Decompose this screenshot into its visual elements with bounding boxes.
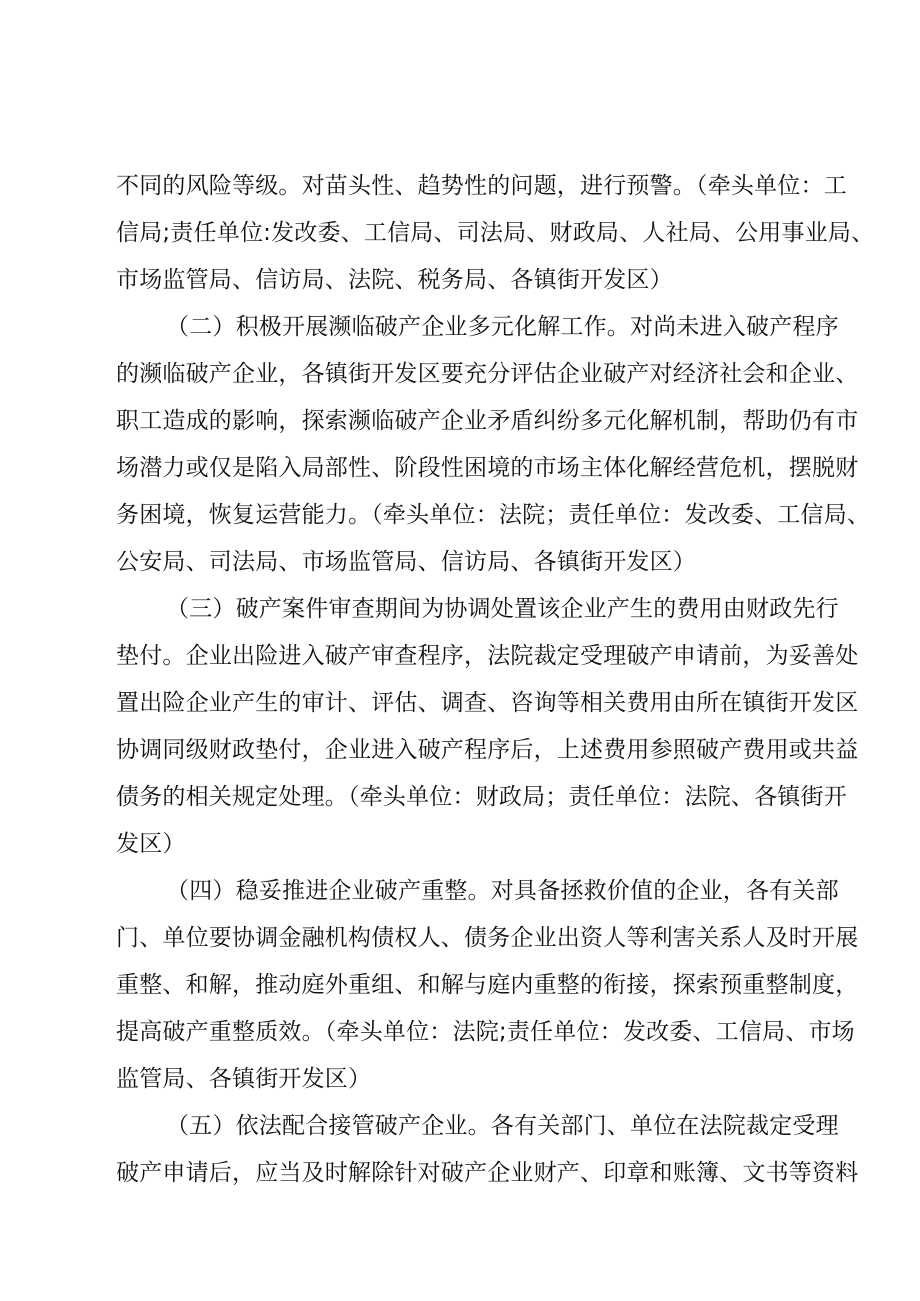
text-line-content: 发区） [116, 831, 186, 857]
text-line [0, 1010, 920, 1054]
text-line [0, 164, 920, 208]
text-line-content: （三）破产案件审查期间为协调处置该企业产生的费用由财政先行 [166, 596, 839, 622]
text-line-content: 场潜力或仅是陷入局部性、阶段性困境的市场主体化解经营危机，摆脱财 [116, 455, 859, 481]
text-line-content: 不同的风险等级。对苗头性、趋势性的问题，进行预警。（牵头单位：工 [116, 173, 847, 199]
text-line [0, 634, 920, 678]
text-line [0, 681, 920, 725]
text-line [0, 1151, 920, 1195]
text-line [0, 587, 920, 631]
text-line [0, 540, 920, 584]
text-line [0, 775, 920, 819]
text-line [0, 728, 920, 772]
text-line [0, 493, 920, 537]
text-line [0, 869, 920, 913]
text-line-content: （二）积极开展濒临破产企业多元化解工作。对尚未进入破产程序 [166, 314, 839, 340]
text-line-content: 协调同级财政垫付，企业进入破产程序后，上述费用参照破产费用或共益 [116, 737, 859, 763]
text-line-content: 破产申请后，应当及时解除针对破产企业财产、印章和账簿、文书等资料 [116, 1160, 859, 1186]
text-line-content: （五）依法配合接管破产企业。各有关部门、单位在法院裁定受理 [166, 1113, 839, 1139]
text-line [0, 1057, 920, 1101]
text-line-content: 公安局、司法局、市场监管局、信访局、各镇街开发区） [116, 549, 696, 575]
text-line [0, 1104, 920, 1148]
text-line [0, 211, 920, 255]
text-line-content: 门、单位要协调金融机构债权人、债务企业出资人等利害关系人及时开展 [116, 925, 859, 951]
text-line-content: 提高破产重整质效。（牵头单位：法院;责任单位：发改委、工信局、市场 [116, 1019, 855, 1045]
text-line-content: （四）稳妥推进企业破产重整。对具备拯救价值的企业，各有关部 [166, 878, 839, 904]
text-line-content: 职工造成的影响，探索濒临破产企业矛盾纠纷多元化解机制，帮助仍有市 [116, 408, 859, 434]
text-line [0, 352, 920, 396]
text-line-content: 置出险企业产生的审计、评估、调查、咨询等相关费用由所在镇街开发区 [116, 690, 859, 716]
text-line-content: 信局;责任单位:发改委、工信局、司法局、财政局、人社局、公用事业局、 [116, 220, 875, 246]
text-line-content: 市场监管局、信访局、法院、税务局、各镇街开发区） [116, 267, 673, 293]
text-line-content: 重整、和解，推动庭外重组、和解与庭内重整的衔接，探索预重整制度， [116, 972, 859, 998]
text-line [0, 963, 920, 1007]
text-line-content: 务困境，恢复运营能力。（牵头单位：法院；责任单位：发改委、工信局、 [116, 502, 871, 528]
text-line-content: 债务的相关规定处理。（牵头单位：财政局；责任单位：法院、各镇街开 [116, 784, 847, 810]
text-line-content: 的濒临破产企业，各镇街开发区要充分评估企业破产对经济社会和企业、 [116, 361, 859, 387]
text-line [0, 916, 920, 960]
text-line-content: 垫付。企业出险进入破产审查程序，法院裁定受理破产申请前，为妥善处 [116, 643, 859, 669]
text-line [0, 822, 920, 866]
text-line [0, 399, 920, 443]
text-line-content: 监管局、各镇街开发区） [116, 1066, 372, 1092]
text-line [0, 258, 920, 302]
text-line [0, 446, 920, 490]
text-line [0, 305, 920, 349]
